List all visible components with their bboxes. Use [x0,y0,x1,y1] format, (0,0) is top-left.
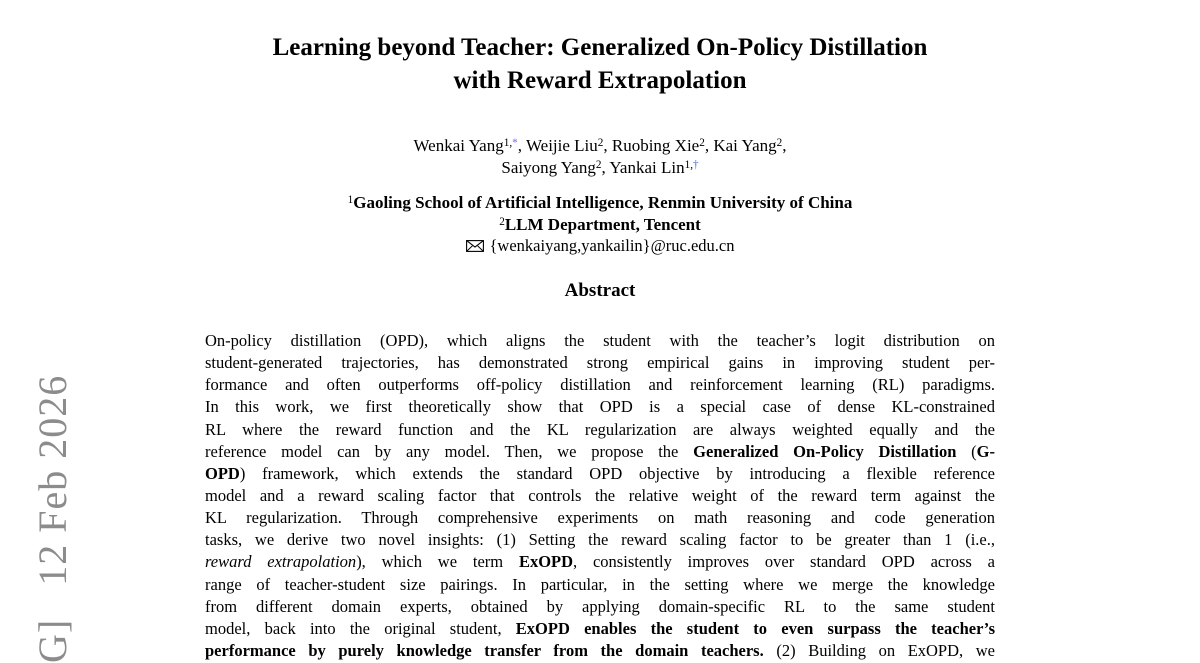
paper-title [0,31,1200,97]
abstract-line: OPD) framework, which extends the standard OPD objective by introducing a flexible reference [205,463,995,483]
author-line-2: Saiyong Yang$^2$, Yankai Lin$^{1,\dagger}$ [501,158,699,177]
abstract-line: On-policy distillation (OPD), which aligns the student with the teacher’s logit distribution on [205,331,995,350]
abstract-line: performance by purely knowledge transfer from the domain teachers. (2) Building on ExOPD, we [205,640,996,660]
abstract-heading: Abstract [564,280,636,301]
title-line-1: Learning beyond Teacher: Generalized On-Policy Distillation [272,34,928,61]
author-line-1: Wenkai Yang$^{1,*}$, Weijie Liu$^2$, Ruobing Xie$^2$, Kai Yang$^2$, [413,136,787,155]
abstract-line: KL regularization. Through comprehensive experiments on math reasoning and code generation [205,508,995,528]
abstract-line: student-generated trajectories, has demonstrated strong empirical gains in improving student per- [205,353,995,373]
envelope-icon [466,236,484,257]
abstract-line: model and a reward scaling factor that controls the relative weight of the reward term against the [205,485,995,505]
abstract-line: model, back into the original student, ExOPD enables the student to even surpass the teacher’s [205,618,995,638]
abstract-body [205,330,995,662]
abstract-line: range of teacher-student size pairings. In particular, in the setting where we merge the knowledge [205,574,995,594]
abstract-line: In this work, we first theoretically show that OPD is a special case of dense KL-constrained [205,397,995,417]
email-text: {wenkaiyang,yankailin}@ruc.edu.cn [489,236,735,255]
arxiv-watermark: G] 12 Feb 2026 [30,374,75,663]
abstract-line: RL where the reward function and the KL regularization are always weighted equally and the [205,419,995,439]
abstract-line: formance and often outperforms off-policy distillation and reinforcement learning (RL) paradigms. [205,375,995,395]
abstract-line: reward extrapolation), which we term ExOPD, consistently improves over standard OPD across a [205,552,995,572]
title-line-2: with Reward Extrapolation [453,67,747,94]
affiliation-line-1: $^1$Gaoling School of Artificial Intelligence, Renmin University of China [347,193,853,212]
abstract-line: reference model can by any model. Then, we propose the Generalized On-Policy Distillation (G- [205,441,996,461]
abstract-line: tasks, we derive two novel insights: (1) Setting the reward scaling factor to be greater than 1 (i.e., [205,530,995,550]
email-line [0,235,1200,257]
abstract-line: from different domain experts, obtained by applying domain-specific RL to the same student [205,596,995,616]
affiliation-line-2: $^2$LLM Department, Tencent [499,215,701,234]
